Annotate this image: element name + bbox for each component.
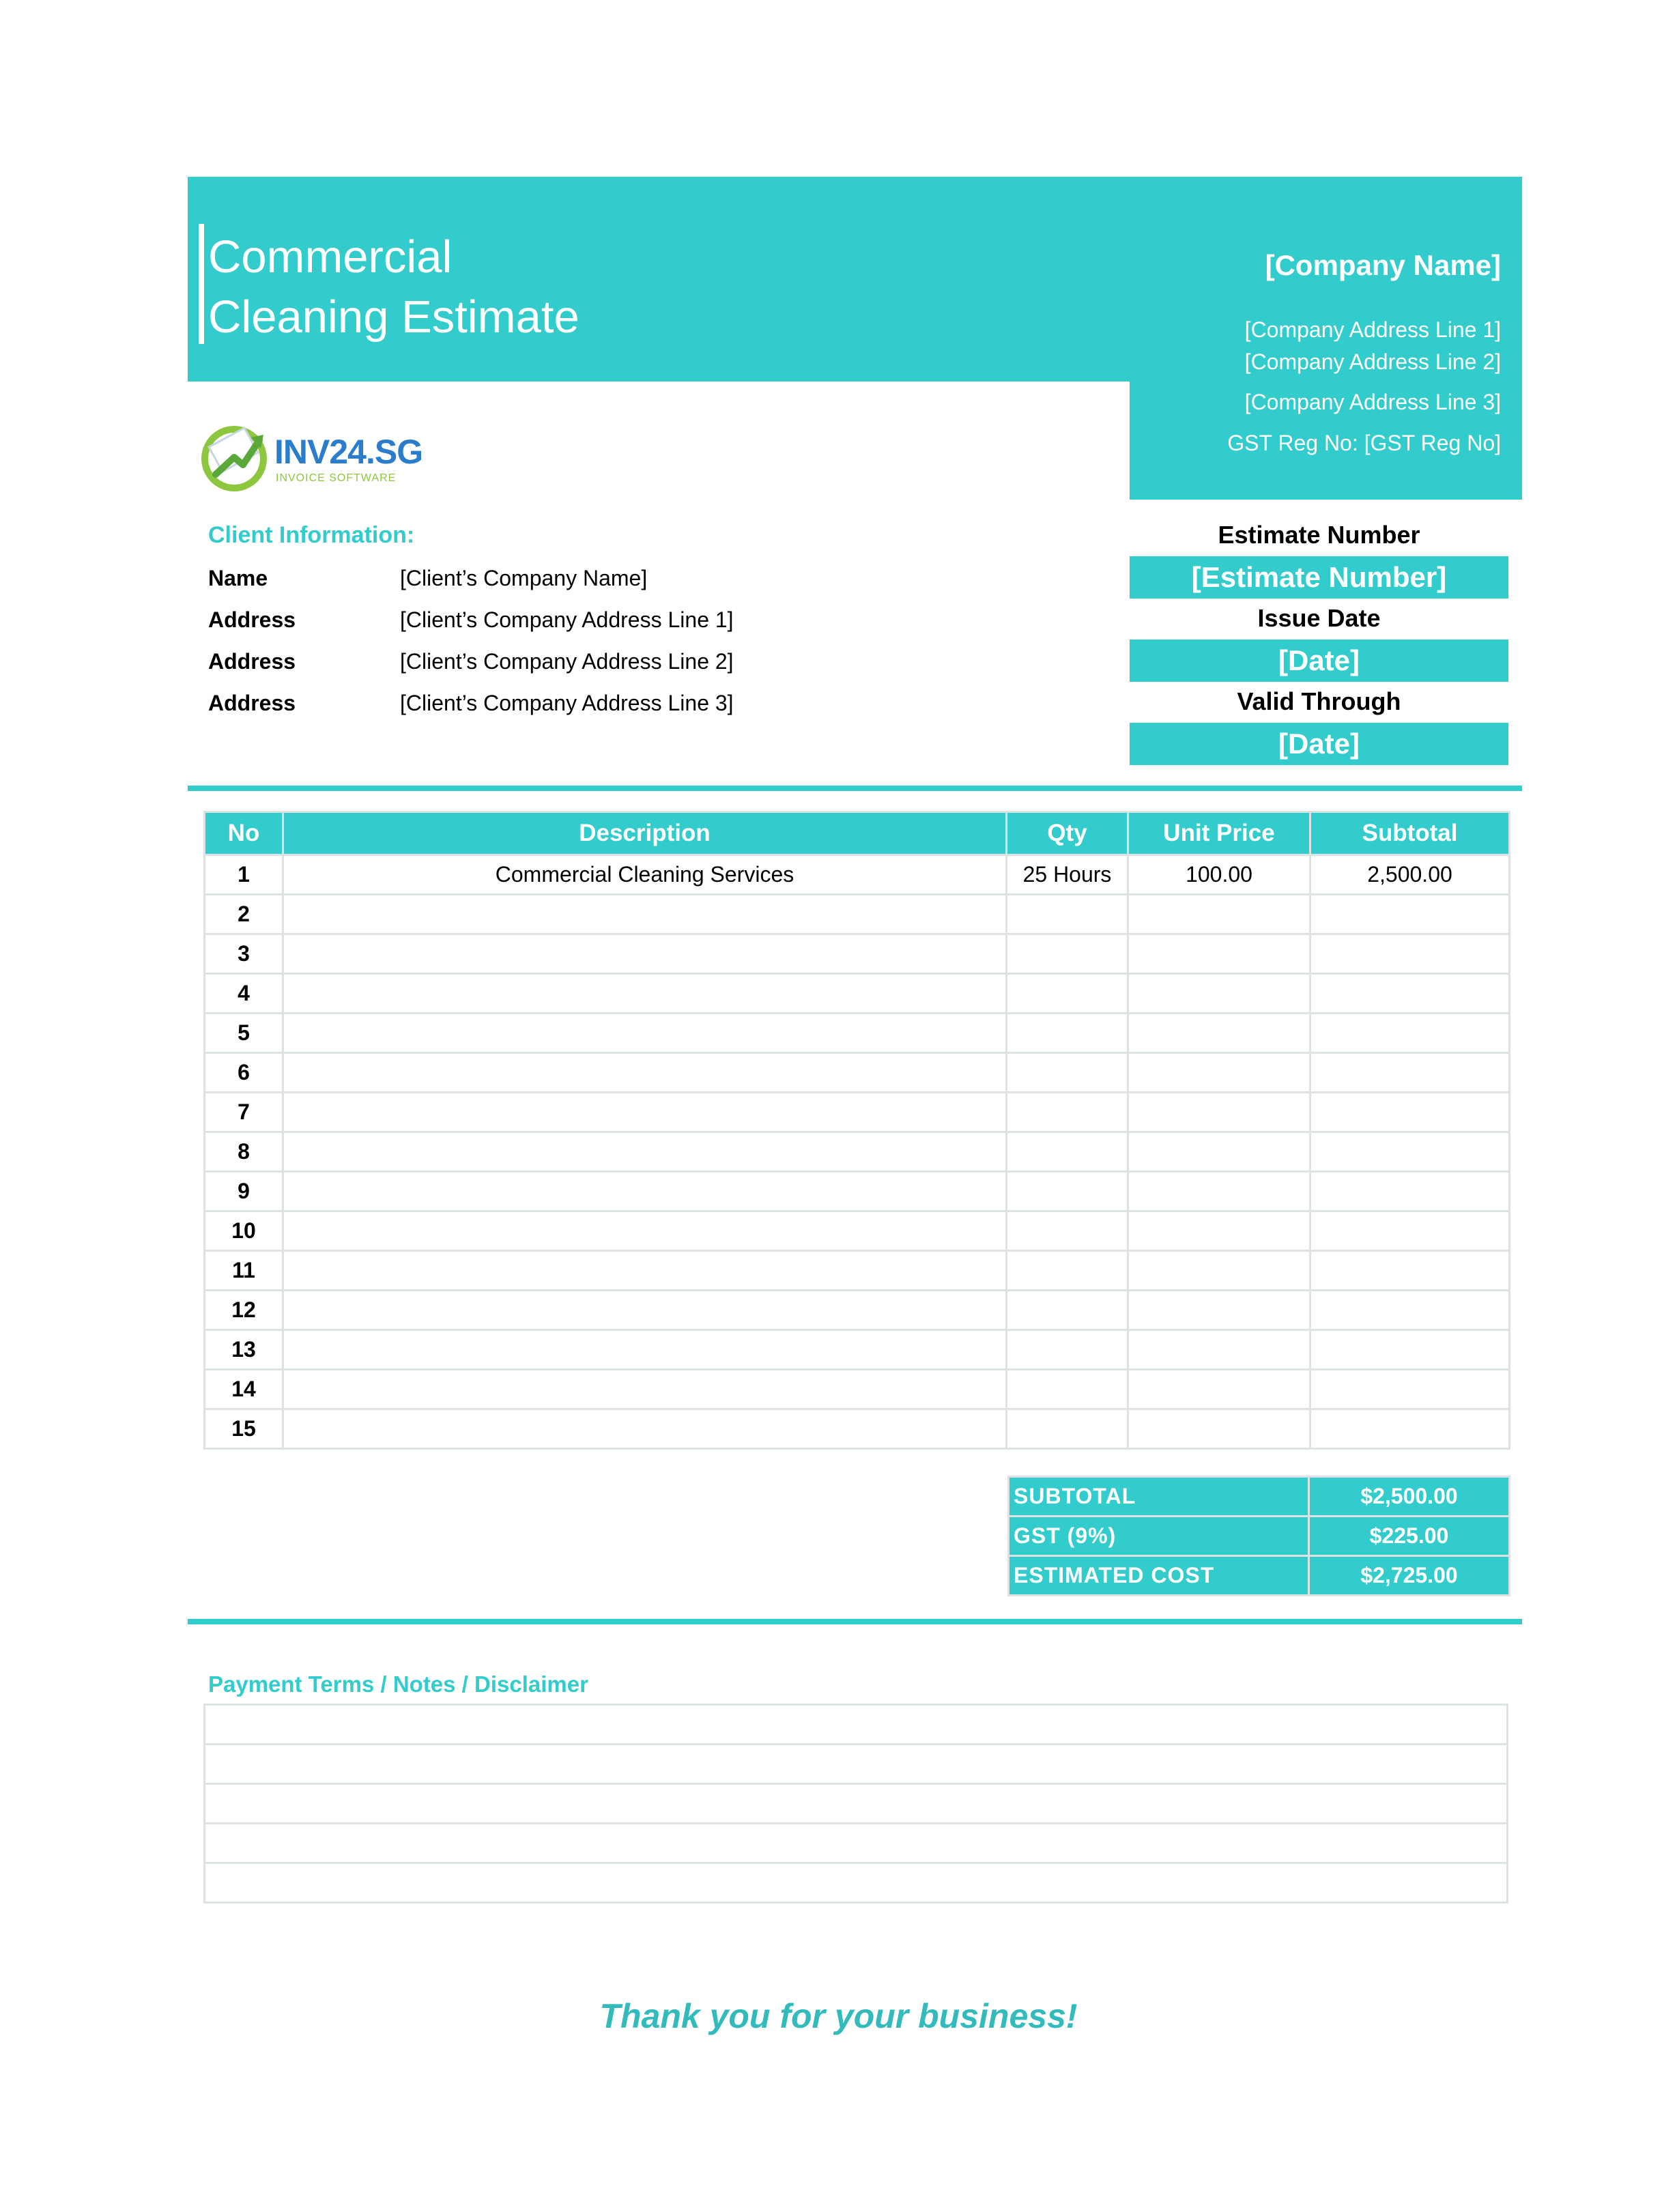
item-no: 14: [205, 1370, 283, 1409]
item-qty: [1007, 1053, 1128, 1093]
item-unit-price: [1128, 1211, 1310, 1251]
item-unit-price: [1128, 1409, 1310, 1449]
client-name-label: Name: [208, 566, 268, 590]
divider-bottom: [188, 1619, 1522, 1624]
valid-through-label: Valid Through: [1237, 687, 1401, 715]
col-header-qty: Qty: [1007, 812, 1128, 855]
item-no: 9: [205, 1172, 283, 1211]
item-description: [283, 1409, 1007, 1449]
client-address1-value: [Client’s Company Address Line 1]: [400, 607, 734, 632]
valid-through-value: [Date]: [1130, 723, 1508, 765]
table-row: [205, 1251, 1510, 1291]
item-description: [283, 1211, 1007, 1251]
estimated-cost-label: ESTIMATED COST: [1009, 1556, 1309, 1596]
notes-row: [205, 1824, 1508, 1863]
item-qty: [1007, 1330, 1128, 1370]
item-subtotal: [1310, 1172, 1510, 1211]
gst-label: GST (9%): [1009, 1517, 1309, 1556]
client-address2-value: [Client’s Company Address Line 2]: [400, 649, 734, 674]
gst-value: $225.00: [1309, 1517, 1510, 1556]
item-subtotal: [1310, 1370, 1510, 1409]
item-subtotal: [1310, 1053, 1510, 1093]
item-qty: [1007, 1093, 1128, 1132]
item-no: 11: [205, 1251, 283, 1291]
totals-table: [1007, 1476, 1510, 1596]
item-subtotal: 2,500.00: [1310, 855, 1510, 895]
item-subtotal: [1310, 1211, 1510, 1251]
table-row: [205, 1132, 1510, 1172]
company-address-line1: [Company Address Line 1]: [1244, 317, 1501, 342]
item-description: [283, 1172, 1007, 1211]
page-title-line2: Cleaning Estimate: [208, 291, 579, 343]
notes-heading: Payment Terms / Notes / Disclaimer: [208, 1671, 588, 1697]
estimated-cost-value: $2,725.00: [1309, 1556, 1510, 1596]
item-no: 2: [205, 895, 283, 934]
item-description: Commercial Cleaning Services: [283, 855, 1007, 895]
item-no: 13: [205, 1330, 283, 1370]
table-row: [205, 1172, 1510, 1211]
item-subtotal: [1310, 1014, 1510, 1053]
item-no: 1: [205, 855, 283, 895]
notes-row: [205, 1863, 1508, 1903]
col-header-unit-price: Unit Price: [1128, 812, 1310, 855]
estimate-number-value: [Estimate Number]: [1130, 556, 1508, 599]
item-no: 10: [205, 1211, 283, 1251]
items-table: [203, 811, 1510, 1450]
item-unit-price: [1128, 934, 1310, 974]
item-no: 12: [205, 1291, 283, 1330]
item-subtotal: [1310, 1132, 1510, 1172]
notes-cell[interactable]: [205, 1705, 1508, 1744]
item-unit-price: [1128, 974, 1310, 1014]
item-description: [283, 934, 1007, 974]
table-row: [205, 1014, 1510, 1053]
item-unit-price: [1128, 1132, 1310, 1172]
logo-tagline: INVOICE SOFTWARE: [276, 472, 397, 484]
item-no: 3: [205, 934, 283, 974]
item-unit-price: [1128, 1291, 1310, 1330]
item-qty: [1007, 1409, 1128, 1449]
item-subtotal: [1310, 1093, 1510, 1132]
item-description: [283, 1014, 1007, 1053]
item-unit-price: [1128, 1330, 1310, 1370]
notes-cell[interactable]: [205, 1863, 1508, 1903]
item-qty: [1007, 1211, 1128, 1251]
item-description: [283, 1291, 1007, 1330]
item-qty: [1007, 1172, 1128, 1211]
item-qty: [1007, 974, 1128, 1014]
item-description: [283, 1330, 1007, 1370]
notes-row: [205, 1744, 1508, 1784]
item-unit-price: 100.00: [1128, 855, 1310, 895]
item-description: [283, 1370, 1007, 1409]
notes-cell[interactable]: [205, 1784, 1508, 1824]
subtotal-row: [1009, 1477, 1510, 1517]
client-info-heading: Client Information:: [208, 522, 415, 548]
item-qty: 25 Hours: [1007, 855, 1128, 895]
item-no: 5: [205, 1014, 283, 1053]
issue-date-label: Issue Date: [1257, 604, 1381, 632]
table-row: [205, 1370, 1510, 1409]
item-subtotal: [1310, 1251, 1510, 1291]
client-address1-label: Address: [208, 607, 296, 632]
gst-reg-number: GST Reg No: [GST Reg No]: [1227, 431, 1501, 455]
item-no: 15: [205, 1409, 283, 1449]
table-row: [205, 1330, 1510, 1370]
item-no: 8: [205, 1132, 283, 1172]
table-row: [205, 1093, 1510, 1132]
notes-table: [203, 1704, 1508, 1904]
client-address3-value: [Client’s Company Address Line 3]: [400, 691, 734, 715]
items-header-row: [205, 812, 1510, 855]
table-row: [205, 974, 1510, 1014]
client-address3-label: Address: [208, 691, 296, 715]
item-no: 7: [205, 1093, 283, 1132]
item-subtotal: [1310, 1409, 1510, 1449]
item-subtotal: [1310, 1330, 1510, 1370]
col-header-no: No: [205, 812, 283, 855]
item-description: [283, 1132, 1007, 1172]
item-description: [283, 895, 1007, 934]
item-unit-price: [1128, 895, 1310, 934]
subtotal-value: $2,500.00: [1309, 1477, 1510, 1517]
item-qty: [1007, 1291, 1128, 1330]
estimate-number-label: Estimate Number: [1218, 521, 1420, 549]
item-unit-price: [1128, 1014, 1310, 1053]
item-unit-price: [1128, 1053, 1310, 1093]
item-subtotal: [1310, 974, 1510, 1014]
table-row: [205, 1053, 1510, 1093]
table-row: [205, 934, 1510, 974]
issue-date-value: [Date]: [1130, 640, 1508, 682]
table-row: [205, 1211, 1510, 1251]
col-header-description: Description: [283, 812, 1007, 855]
table-row: [205, 1409, 1510, 1449]
notes-row: [205, 1705, 1508, 1744]
notes-row: [205, 1784, 1508, 1824]
item-qty: [1007, 1251, 1128, 1291]
page-title-line1: Commercial: [208, 231, 453, 283]
title-accent-bar: [199, 224, 204, 344]
company-address-line3: [Company Address Line 3]: [1244, 390, 1501, 414]
thank-you-message: Thank you for your business!: [599, 1997, 1078, 2035]
subtotal-label: SUBTOTAL: [1009, 1477, 1309, 1517]
notes-cell[interactable]: [205, 1744, 1508, 1784]
estimated-cost-row: [1009, 1556, 1510, 1596]
item-unit-price: [1128, 1370, 1310, 1409]
item-subtotal: [1310, 895, 1510, 934]
item-qty: [1007, 895, 1128, 934]
gst-row: [1009, 1517, 1510, 1556]
item-description: [283, 974, 1007, 1014]
item-no: 6: [205, 1053, 283, 1093]
item-unit-price: [1128, 1172, 1310, 1211]
client-name-value: [Client’s Company Name]: [400, 566, 648, 590]
divider-top: [188, 786, 1522, 791]
item-no: 4: [205, 974, 283, 1014]
notes-cell[interactable]: [205, 1824, 1508, 1863]
item-subtotal: [1310, 934, 1510, 974]
item-unit-price: [1128, 1093, 1310, 1132]
item-qty: [1007, 1014, 1128, 1053]
item-description: [283, 1093, 1007, 1132]
company-address-line2: [Company Address Line 2]: [1244, 349, 1501, 374]
item-description: [283, 1251, 1007, 1291]
client-address2-label: Address: [208, 649, 296, 674]
item-qty: [1007, 1370, 1128, 1409]
table-row: [205, 1291, 1510, 1330]
table-row: [205, 895, 1510, 934]
item-unit-price: [1128, 1251, 1310, 1291]
col-header-subtotal: Subtotal: [1310, 812, 1510, 855]
company-name: [Company Name]: [1265, 249, 1501, 281]
item-description: [283, 1053, 1007, 1093]
table-row: [205, 855, 1510, 895]
item-qty: [1007, 1132, 1128, 1172]
logo-name: INV24.SG: [274, 433, 423, 471]
item-subtotal: [1310, 1291, 1510, 1330]
item-qty: [1007, 934, 1128, 974]
